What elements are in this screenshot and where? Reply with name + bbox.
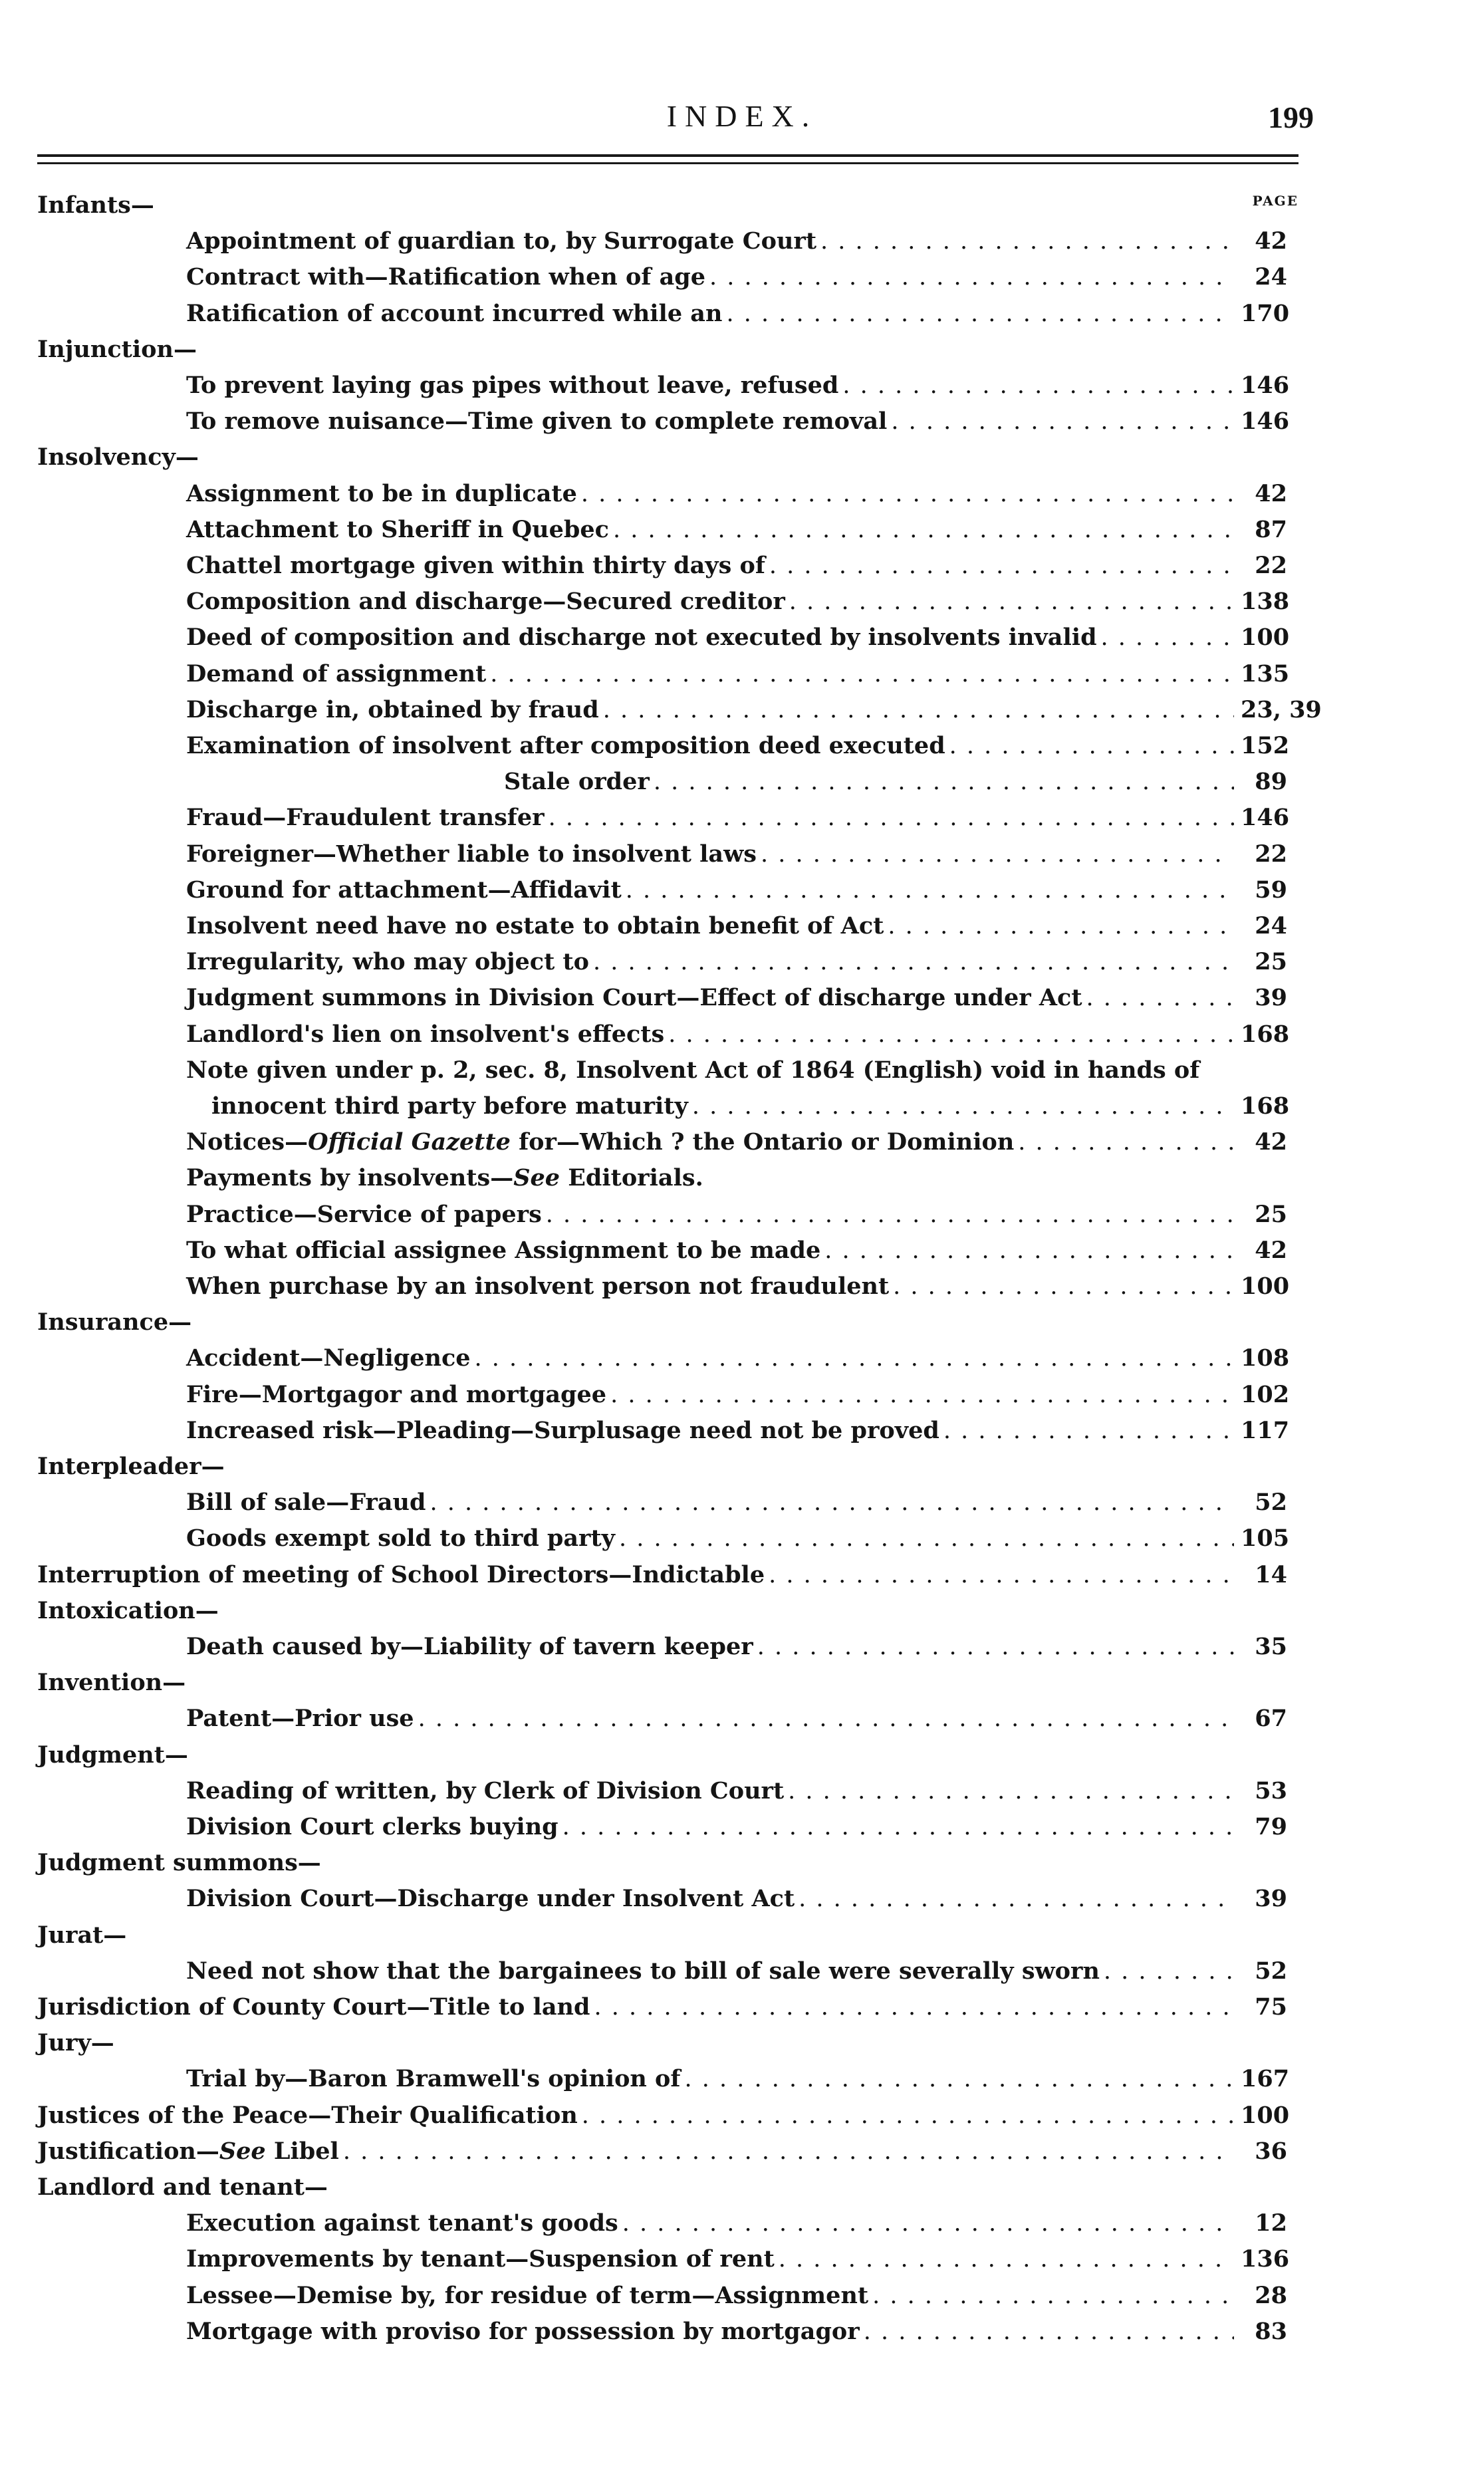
page-reference: 35 (1255, 1633, 1287, 1660)
page-reference: 135 (1241, 660, 1290, 687)
entry-italic-part: See (513, 1164, 560, 1191)
entry-text-part: Note given under p. 2, sec. 8, Insolvent Act of 1864 (English) void in hands of (186, 1056, 1200, 1084)
entry-text (186, 804, 549, 831)
index-entry (37, 1957, 1287, 1991)
entry-text-part: Division Court—Discharge under Insolvent Act (186, 1885, 795, 1912)
index-heading (37, 1597, 1287, 1630)
entry-italic-part: Official Gazette (308, 1128, 511, 1156)
leader-dots (549, 805, 1234, 831)
entry-text (211, 1092, 692, 1120)
entry-text-part: Goods exempt sold to third party (186, 1525, 616, 1552)
entry-text (186, 480, 581, 507)
entry-text-part: Justification— (37, 2138, 219, 2165)
entry-text-part: Attachment to Sheriff in Quebec (186, 516, 609, 543)
entry-text (186, 696, 603, 723)
index-entry (37, 768, 1287, 801)
entry-text (186, 552, 769, 579)
entry-text (186, 1237, 824, 1264)
entry-text-part: Increased risk—Pleading—Surplusage need not be proved (186, 1417, 939, 1444)
entry-text-part: To prevent laying gas pipes without leave, refused (186, 372, 839, 399)
heading-text: Jurat— (37, 1922, 127, 1949)
page-number: 199 (1268, 100, 1314, 134)
leader-dots (820, 228, 1234, 255)
leader-dots (761, 841, 1234, 868)
leader-dots (769, 1562, 1234, 1588)
page-reference: 12 (1255, 2209, 1287, 2237)
page-reference: 24 (1255, 912, 1287, 939)
entry-text (186, 2245, 779, 2273)
index-entry (37, 2209, 1287, 2243)
entry-text (186, 912, 888, 939)
page-reference: 87 (1255, 516, 1287, 543)
index-entry (37, 1489, 1287, 1522)
page-reference: 168 (1241, 1021, 1290, 1048)
page-reference: 167 (1241, 2065, 1290, 2092)
entry-text (186, 948, 593, 975)
page-reference: 42 (1255, 480, 1287, 507)
index-entry (37, 696, 1322, 729)
entry-text-part: Discharge in, obtained by fraud (186, 696, 599, 723)
index-entry (37, 1381, 1290, 1414)
leader-dots (789, 588, 1234, 615)
entry-text-part: Landlord's lien on insolvent's effects (186, 1021, 665, 1048)
leader-dots (430, 1489, 1234, 1516)
leader-dots (726, 301, 1234, 327)
entry-text-part: Insolvent need have no estate to obtain benefit of Act (186, 912, 884, 939)
leader-dots (872, 2283, 1234, 2309)
leader-dots (490, 661, 1234, 687)
index-entry (37, 1885, 1287, 1918)
index-heading (37, 1922, 1287, 1955)
index-entry (37, 2245, 1290, 2279)
entry-text-part: Jurisdiction of County Court—Title to land (37, 1993, 590, 2021)
leader-dots (684, 2066, 1234, 2092)
heading-text: Landlord and tenant— (37, 2174, 328, 2201)
index-heading (37, 1453, 1287, 1486)
entry-text-part: Justices of the Peace—Their Qualification (37, 2102, 578, 2129)
entry-text (37, 2138, 343, 2165)
leader-dots (1086, 985, 1234, 1011)
entry-text (186, 1489, 430, 1516)
index-entry (37, 2318, 1287, 2351)
page-reference: 42 (1255, 227, 1287, 255)
index-entry (37, 948, 1287, 981)
leader-dots (888, 913, 1234, 939)
entry-text (186, 1021, 668, 1048)
entry-text-part: Appointment of guardian to, by Surrogate Court (186, 227, 817, 255)
entry-text (186, 263, 709, 291)
leader-dots (891, 408, 1234, 435)
page-reference: 108 (1241, 1344, 1290, 1372)
page-reference: 146 (1241, 804, 1290, 831)
index-entry (37, 227, 1287, 261)
entry-text (186, 1525, 619, 1552)
leader-dots (757, 1634, 1234, 1660)
entry-text (186, 2318, 864, 2345)
leader-dots (343, 2138, 1234, 2165)
page-reference: 23, 39 (1241, 696, 1322, 723)
heading-text: Infants— (37, 191, 154, 219)
index-entry (37, 732, 1290, 765)
index-entry (37, 1092, 1290, 1126)
page-reference: 146 (1241, 372, 1290, 399)
header-rule-bottom (37, 162, 1298, 164)
entry-text (186, 588, 789, 615)
index-entry (37, 1705, 1287, 1738)
page-reference: 67 (1255, 1705, 1287, 1732)
entry-text-part: for—Which ? the Ontario or Dominion (510, 1128, 1015, 1156)
index-heading (37, 1741, 1287, 1775)
entry-text-part: Deed of composition and discharge not executed by insolvents invalid (186, 624, 1097, 651)
leader-dots (692, 1093, 1234, 1120)
entry-text (186, 1381, 610, 1408)
index-heading (37, 2029, 1287, 2062)
leader-dots (799, 1886, 1234, 1912)
entry-text-part: Patent—Prior use (186, 1705, 414, 1732)
entry-text-part: Chattel mortgage given within thirty days of (186, 552, 765, 579)
index-entry (37, 624, 1290, 657)
entry-text-part: Ratification of account incurred while an (186, 300, 723, 327)
leader-dots (593, 949, 1234, 975)
entry-text (186, 1705, 418, 1732)
entry-text (186, 1128, 1018, 1156)
entry-text-part: To what official assignee Assignment to be made (186, 1237, 821, 1264)
entry-text (37, 1993, 594, 2021)
entry-text (186, 840, 761, 868)
page-reference: 170 (1241, 300, 1290, 327)
index-entry (37, 480, 1287, 513)
index-entry (37, 1237, 1287, 1270)
page-reference: 39 (1255, 1885, 1287, 1912)
index-entry (37, 1164, 1287, 1197)
leader-dots (709, 264, 1234, 291)
index-entry (37, 984, 1287, 1017)
entry-text-part: Lessee—Demise by, for residue of term—Assignment (186, 2282, 869, 2309)
entry-text-part: Notices— (186, 1128, 309, 1156)
index-entry (37, 1777, 1287, 1810)
entry-text-part: Demand of assignment (186, 660, 487, 687)
entry-text (186, 227, 820, 255)
page-column-label: PAGE (1252, 193, 1298, 209)
leader-dots (788, 1778, 1234, 1804)
page-reference: 138 (1241, 588, 1290, 615)
index-entry (37, 1561, 1287, 1594)
heading-text: Intoxication— (37, 1597, 219, 1624)
page-reference: 100 (1241, 2102, 1290, 2129)
leader-dots (613, 517, 1234, 543)
entry-text (186, 1633, 757, 1660)
page-reference: 105 (1241, 1525, 1290, 1552)
entry-text-part: Judgment summons in Division Court—Effect of discharge under Act (186, 984, 1082, 1011)
leader-dots (581, 481, 1234, 507)
page-reference: 39 (1255, 984, 1287, 1011)
entry-text-part: Execution against tenant's goods (186, 2209, 618, 2237)
page-reference: 42 (1255, 1237, 1287, 1264)
entry-text-part: Payments by insolvents— (186, 1164, 514, 1191)
entry-text (186, 732, 949, 759)
leader-dots (603, 697, 1234, 723)
leader-dots (864, 2318, 1234, 2345)
page-reference: 146 (1241, 408, 1290, 435)
index-entry (37, 1633, 1287, 1666)
entry-text-part: innocent third party before maturity (211, 1092, 688, 1120)
index-entry (37, 588, 1290, 621)
index-heading (37, 1308, 1287, 1342)
leader-dots (842, 372, 1234, 399)
index-entry (37, 2282, 1287, 2315)
leader-dots (943, 1418, 1234, 1444)
entry-text-part: Improvements by tenant—Suspension of rent (186, 2245, 775, 2273)
entry-text (186, 1417, 943, 1444)
index-entry (37, 552, 1287, 585)
page-reference: 52 (1255, 1957, 1287, 1985)
page-reference: 83 (1255, 2318, 1287, 2345)
entry-text (186, 984, 1086, 1011)
entry-text (186, 660, 490, 687)
heading-text: Insolvency— (37, 443, 199, 471)
index-entry (37, 840, 1287, 874)
entry-text (186, 1273, 893, 1300)
heading-text: Judgment summons— (37, 1849, 321, 1876)
index-entry (37, 1201, 1287, 1234)
entry-text (37, 2102, 582, 2129)
entry-text-part: Practice—Service of papers (186, 1201, 542, 1228)
entry-text-part: Editorials. (560, 1164, 703, 1191)
entry-text (186, 1885, 799, 1912)
index-entry (37, 1021, 1290, 1054)
entry-text-part: Reading of written, by Clerk of Division Court (186, 1777, 785, 1804)
index-entry (37, 1813, 1287, 1846)
entry-text-part: Assignment to be in duplicate (186, 480, 577, 507)
page-reference: 168 (1241, 1092, 1290, 1120)
index-heading (37, 1669, 1287, 1702)
page-reference: 100 (1241, 624, 1290, 651)
leader-dots (562, 1814, 1234, 1840)
page-reference: 24 (1255, 263, 1287, 291)
entry-text-part: Contract with—Ratification when of age (186, 263, 706, 291)
entry-text-part: Division Court clerks buying (186, 1813, 558, 1840)
index-entry (37, 2138, 1287, 2171)
page-reference: 136 (1241, 2245, 1290, 2273)
leader-dots (594, 1994, 1234, 2021)
leader-dots (1018, 1129, 1234, 1156)
entry-text (186, 876, 626, 904)
entry-text-part: Fraud—Fraudulent transfer (186, 804, 545, 831)
leader-dots (949, 733, 1234, 759)
leader-dots (654, 769, 1234, 795)
leader-dots (610, 1382, 1234, 1408)
header-rule-top (37, 154, 1298, 157)
leader-dots (475, 1345, 1234, 1372)
leader-dots (622, 2210, 1234, 2237)
entry-text (186, 1164, 707, 1191)
leader-dots (1101, 624, 1234, 651)
entry-text (504, 768, 654, 795)
entry-text-part: Ground for attachment—Affidavit (186, 876, 622, 904)
index-entry (37, 1993, 1287, 2027)
page-reference: 152 (1241, 732, 1290, 759)
heading-text: Insurance— (37, 1308, 192, 1336)
heading-text: Interpleader— (37, 1453, 225, 1480)
entry-text (186, 1344, 475, 1372)
entry-italic-part: See (219, 2138, 266, 2165)
index-entry (37, 1056, 1287, 1090)
page-reference: 53 (1255, 1777, 1287, 1804)
page-reference: 52 (1255, 1489, 1287, 1516)
page-reference: 28 (1255, 2282, 1287, 2309)
index-heading (37, 191, 1287, 225)
page-reference: 79 (1255, 1813, 1287, 1840)
index-heading (37, 336, 1287, 369)
heading-text: Jury— (37, 2029, 114, 2056)
entry-text-part: Mortgage with proviso for possession by mortgagor (186, 2318, 860, 2345)
index-heading (37, 2174, 1287, 2207)
entry-text-part: Bill of sale—Fraud (186, 1489, 426, 1516)
leader-dots (668, 1021, 1234, 1048)
entry-text (186, 1056, 1203, 1084)
entry-text-part: Need not show that the bargainees to bill of sale were severally sworn (186, 1957, 1100, 1985)
index-entry (37, 876, 1287, 910)
entry-text-part: Examination of insolvent after composition deed executed (186, 732, 945, 759)
entry-text-part: Libel (265, 2138, 339, 2165)
entry-text (186, 516, 613, 543)
entry-text-part: Irregularity, who may object to (186, 948, 589, 975)
page-reference: 36 (1255, 2138, 1287, 2165)
running-title: INDEX. (666, 99, 818, 133)
heading-text: Judgment— (37, 1741, 188, 1769)
entry-text-part: Fire—Mortgagor and mortgagee (186, 1381, 607, 1408)
index-entry (37, 1273, 1290, 1306)
leader-dots (626, 877, 1234, 904)
entry-text (186, 408, 891, 435)
entry-text-part: Death caused by—Liability of tavern keeper (186, 1633, 753, 1660)
entry-text (186, 2209, 622, 2237)
page-reference: 22 (1255, 552, 1287, 579)
heading-text: Invention— (37, 1669, 186, 1696)
entry-text-part: Trial by—Baron Bramwell's opinion of (186, 2065, 681, 2092)
index-entry (37, 1344, 1290, 1378)
index-entry (37, 2065, 1290, 2098)
index-entry (37, 372, 1290, 405)
index-entry (37, 2102, 1290, 2135)
page-reference: 75 (1255, 1993, 1287, 2021)
index-entry (37, 804, 1290, 837)
entry-text (186, 372, 842, 399)
entry-text-part: Foreigner—Whether liable to insolvent laws (186, 840, 757, 868)
leader-dots (619, 1525, 1234, 1552)
leader-dots (769, 553, 1234, 579)
index-heading (37, 1849, 1287, 1882)
page-reference: 100 (1241, 1273, 1290, 1300)
entry-text (186, 1777, 788, 1804)
index-entry (37, 408, 1290, 441)
page-reference: 89 (1255, 768, 1287, 795)
index-entry (37, 1417, 1290, 1450)
page-reference: 59 (1255, 876, 1287, 904)
page-reference: 14 (1255, 1561, 1287, 1588)
heading-text: Injunction— (37, 336, 197, 363)
index-entry (37, 1525, 1290, 1558)
page-reference: 42 (1255, 1128, 1287, 1156)
entry-text (186, 2282, 872, 2309)
entry-text-part: Accident—Negligence (186, 1344, 471, 1372)
index-entry (37, 300, 1290, 333)
page-reference: 117 (1241, 1417, 1290, 1444)
entry-text (186, 1813, 562, 1840)
entry-text (186, 300, 726, 327)
leader-dots (824, 1237, 1234, 1264)
entry-text-part: Composition and discharge—Secured creditor (186, 588, 785, 615)
page-reference: 22 (1255, 840, 1287, 868)
entry-text-part: When purchase by an insolvent person not fraudulent (186, 1273, 890, 1300)
leader-dots (582, 2102, 1234, 2129)
leader-dots (546, 1201, 1234, 1228)
entry-text-part: To remove nuisance—Time given to complete removal (186, 408, 888, 435)
entry-text-part: Interruption of meeting of School Directors—Indictable (37, 1561, 765, 1588)
leader-dots (779, 2246, 1234, 2273)
index-entry (37, 516, 1287, 549)
leader-dots (1104, 1958, 1234, 1985)
entry-text-part: Stale order (504, 768, 650, 795)
index-entry (37, 912, 1287, 945)
page-reference: 25 (1255, 1201, 1287, 1228)
page-reference: 25 (1255, 948, 1287, 975)
leader-dots (418, 1705, 1234, 1732)
page-reference: 102 (1241, 1381, 1290, 1408)
entry-text (37, 1561, 769, 1588)
entry-text (186, 624, 1101, 651)
index-entry (37, 1128, 1287, 1162)
index-heading (37, 443, 1287, 477)
entry-text (186, 1201, 546, 1228)
entry-text (186, 1957, 1104, 1985)
entry-text (186, 2065, 684, 2092)
leader-dots (893, 1273, 1234, 1300)
index-entry (37, 660, 1290, 693)
index-entry (37, 263, 1287, 297)
